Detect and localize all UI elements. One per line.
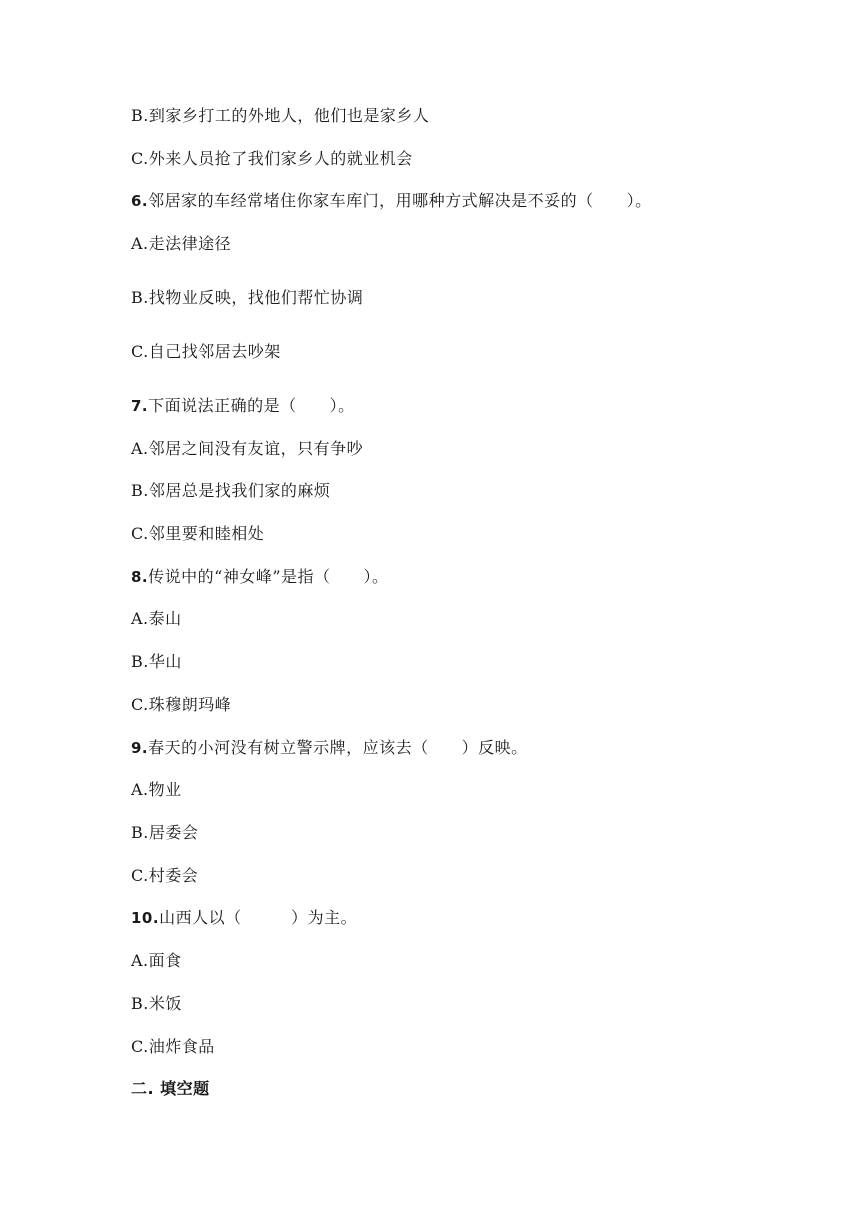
question-8-option-a: A.泰山 — [131, 609, 182, 628]
question-9-option-b: B.居委会 — [131, 823, 199, 842]
question-8-option-c: C.珠穆朗玛峰 — [131, 695, 232, 714]
question-10-option-c: C.油炸食品 — [131, 1037, 215, 1056]
question-9-option-a: A.物业 — [131, 780, 182, 799]
option-b: B.到家乡打工的外地人，他们也是家乡人 — [131, 106, 430, 125]
question-6-option-b: B.找物业反映，找他们帮忙协调 — [131, 288, 364, 307]
question-7-option-a: A.邻居之间没有友谊，只有争吵 — [131, 439, 364, 458]
question-6-option-a: A.走法律途径 — [131, 234, 232, 253]
question-7-option-b: B.邻居总是找我们家的麻烦 — [131, 481, 331, 500]
question-7: 7.下面说法正确的是（ ）。 — [131, 396, 355, 415]
question-7-option-c: C.邻里要和睦相处 — [131, 524, 265, 543]
option-c: C.外来人员抢了我们家乡人的就业机会 — [131, 149, 413, 168]
question-9: 9.春天的小河没有树立警示牌，应该去（ ）反映。 — [131, 738, 528, 757]
question-6: 6.邻居家的车经常堵住你家车库门，用哪种方式解决是不妥的（ ）。 — [131, 191, 652, 210]
section-heading: 二. 填空题 — [131, 1079, 210, 1098]
question-9-option-c: C.村委会 — [131, 866, 199, 885]
question-10-option-a: A.面食 — [131, 951, 182, 970]
question-10: 10.山西人以（ ）为主。 — [131, 908, 358, 927]
question-6-option-c: C.自己找邻居去吵架 — [131, 342, 281, 361]
question-8-option-b: B.华山 — [131, 652, 182, 671]
question-10-option-b: B.米饭 — [131, 994, 182, 1013]
question-8: 8.传说中的“神女峰”是指（ ）。 — [131, 567, 389, 586]
